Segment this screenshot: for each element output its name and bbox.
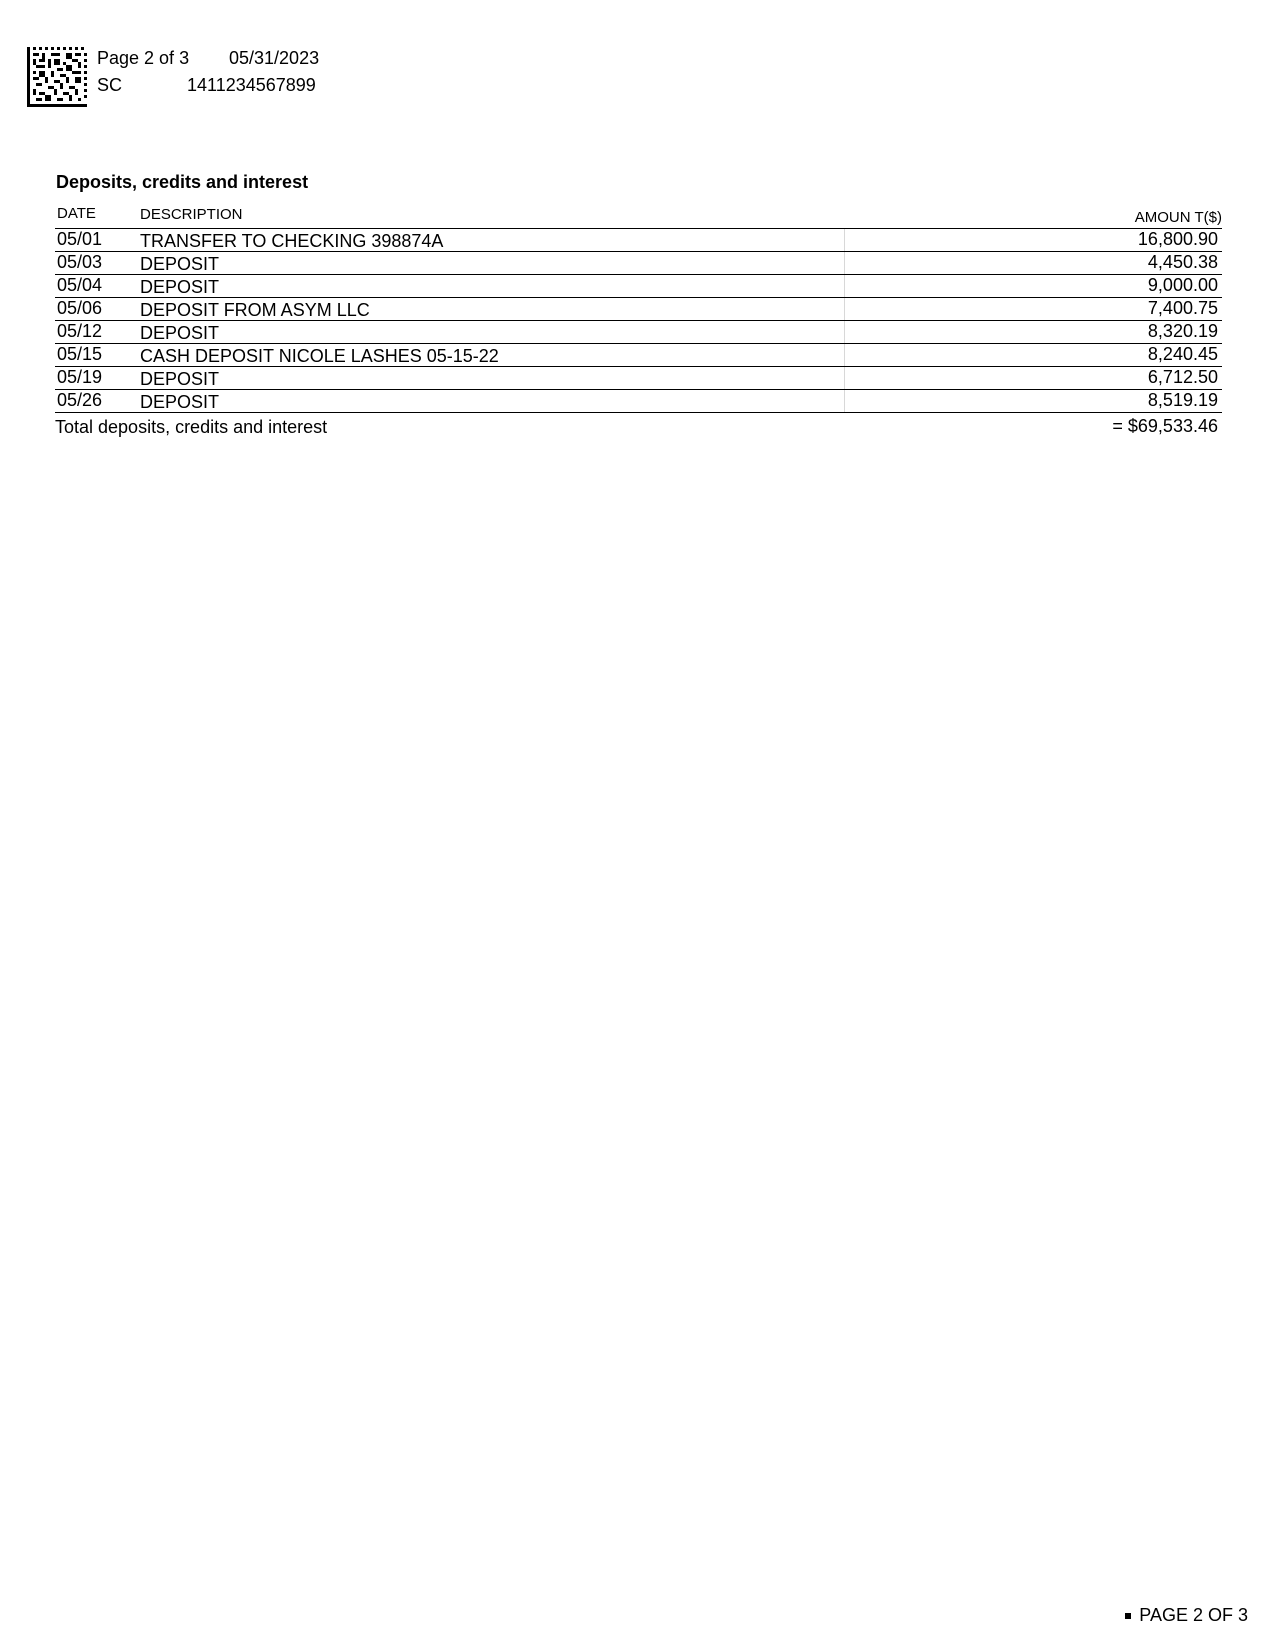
table-header [55, 204, 1222, 229]
statement-date: 05/31/2023 [229, 48, 320, 68]
page-footer [1125, 1605, 1248, 1626]
table-row [55, 321, 1222, 344]
row-amount: 6,712.50 [1147, 367, 1218, 387]
row-description: TRANSFER TO CHECKING 398874A [140, 231, 444, 251]
row-description: DEPOSIT FROM ASYM LLC [140, 300, 370, 320]
row-amount: 4,450.38 [1147, 252, 1218, 272]
row-amount: 8,320.19 [1147, 321, 1218, 341]
row-date: 05/03 [57, 252, 103, 272]
column-divider [844, 367, 845, 389]
row-date: 05/15 [57, 344, 103, 364]
row-description: DEPOSIT [140, 277, 220, 297]
deposits-table [55, 204, 1222, 437]
row-date: 05/01 [57, 229, 103, 249]
column-header-amount: AMOUN T($) [1134, 209, 1222, 226]
row-amount: 7,400.75 [1147, 298, 1218, 318]
column-header-date: DATE [57, 205, 96, 222]
row-date: 05/04 [57, 275, 103, 295]
column-divider [844, 298, 845, 320]
row-description: DEPOSIT [140, 254, 220, 274]
bullet-icon [1125, 1613, 1131, 1619]
table-row [55, 298, 1222, 321]
page-indicator: Page 2 of 3 [97, 48, 190, 68]
row-description: CASH DEPOSIT NICOLE LASHES 05-15-22 [140, 346, 499, 366]
table-row [55, 252, 1222, 275]
column-divider [844, 229, 845, 251]
column-divider [844, 344, 845, 366]
column-divider [844, 321, 845, 343]
total-label: Total deposits, credits and interest [55, 417, 328, 437]
table-row [55, 229, 1222, 252]
table-row [55, 344, 1222, 367]
account-number: 1411234567899 [187, 75, 316, 95]
row-description: DEPOSIT [140, 369, 220, 389]
column-divider [844, 252, 845, 274]
row-date: 05/19 [57, 367, 103, 387]
row-date: 05/06 [57, 298, 103, 318]
row-description: DEPOSIT [140, 392, 220, 412]
row-amount: 8,519.19 [1147, 390, 1218, 410]
row-date: 05/26 [57, 390, 103, 410]
row-amount: 9,000.00 [1147, 275, 1218, 295]
column-divider [844, 390, 845, 412]
row-date: 05/12 [57, 321, 103, 341]
account-code: SC [97, 75, 123, 95]
row-description: DEPOSIT [140, 323, 220, 343]
column-header-description: DESCRIPTION [140, 206, 243, 223]
total-row [55, 413, 1222, 437]
table-row [55, 390, 1222, 413]
column-divider [844, 275, 845, 297]
barcode-image [27, 47, 87, 107]
section-title: Deposits, credits and interest [56, 172, 309, 192]
row-amount: 8,240.45 [1147, 344, 1218, 364]
table-row [55, 367, 1222, 390]
footer-page-label: PAGE 2 OF 3 [1139, 1605, 1248, 1625]
table-row [55, 275, 1222, 298]
row-amount: 16,800.90 [1137, 229, 1218, 249]
total-value: = $69,533.46 [1112, 416, 1218, 436]
